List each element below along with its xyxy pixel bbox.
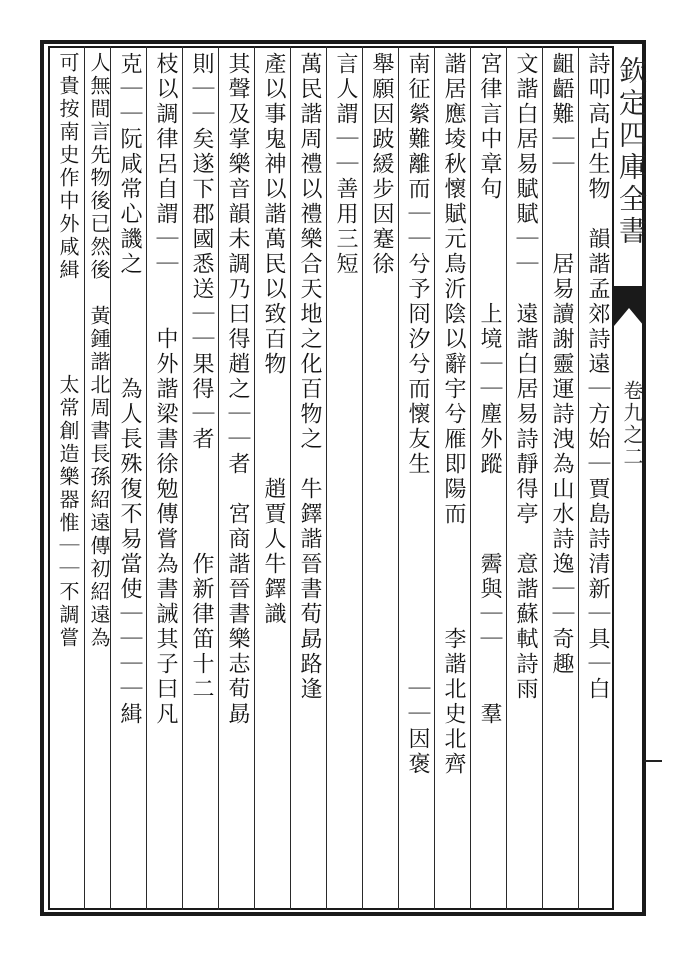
book-title: 欽定四庫全書 [615,56,648,248]
text-column-8: 言人謂｜｜善用三短 [333,52,358,277]
text-column-4: 宮律言中章句 上境｜｜塵外蹤 霽與｜｜ 羣 [477,52,502,727]
column-rule [398,46,399,910]
text-column-15: 人無間言先物後已然後 黃鍾諧北周書長孫紹遠傳初紹遠為 [87,52,111,650]
column-rule [506,46,507,910]
margin-tick [644,760,662,762]
fish-tail-mark [614,286,644,326]
column-rule [326,46,327,910]
column-rule [578,46,579,910]
column-rule [146,46,147,910]
column-rule [434,46,435,910]
column-rule [218,46,219,910]
text-column-2: 齟齬難｜｜ 居易讀謝靈運詩洩為山水詩逸｜｜奇趣 [549,52,574,677]
text-column-10: 產以事鬼神以諧萬民以致百物 趙賈人牛鐸識 [261,52,286,627]
text-column-1: 詩叩高占生物 韻諧孟郊詩遠｜方始｜賈島詩清新｜具｜白 [585,52,610,702]
text-column-12: 則｜｜矣遂下郡國悉送｜｜果得｜者 作新律笛十二 [189,52,214,702]
volume-label: 卷九之二 [620,380,644,468]
text-column-3: 文諧白居易賦賦｜｜ 遠諧白居易詩靜得亭 意諧蘇軾詩雨 [513,52,538,702]
column-rule [542,46,543,910]
text-column-16: 可貴按南史作中外咸緝 太常創造樂器惟｜｜不調嘗 [56,52,80,650]
text-column-11: 其聲及掌樂音韻未調乃曰得趙之｜｜者 宮商諧晉書樂志荀勗 [225,52,250,727]
text-column-13: 枝以調律呂自謂｜｜ 中外諧梁書徐勉傳嘗為書誡其子曰凡 [153,52,178,727]
column-rule [182,46,183,910]
column-rule [290,46,291,910]
text-column-6: 南征縈難離而｜｜兮予冏汐兮而懷友生 ｜｜因褒 [405,52,430,777]
text-column-14: 克｜｜阮咸常心譏之 為人長殊復不易當使｜｜｜｜緝 [117,52,142,727]
column-rule [84,46,85,910]
text-column-5: 諧居應堎秋懷賦元鳥沂陰以辭宇兮雁即陽而 李諧北史北齊 [441,52,466,777]
column-rule [470,46,471,910]
text-column-9: 萬民諧周禮以禮樂合天地之化百物之 牛鐸諧晉書荀勗路逢 [297,52,322,702]
column-rule [362,46,363,910]
column-rule [254,46,255,910]
text-column-7: 舉願因跛緩步因蹇徐 [369,52,394,277]
